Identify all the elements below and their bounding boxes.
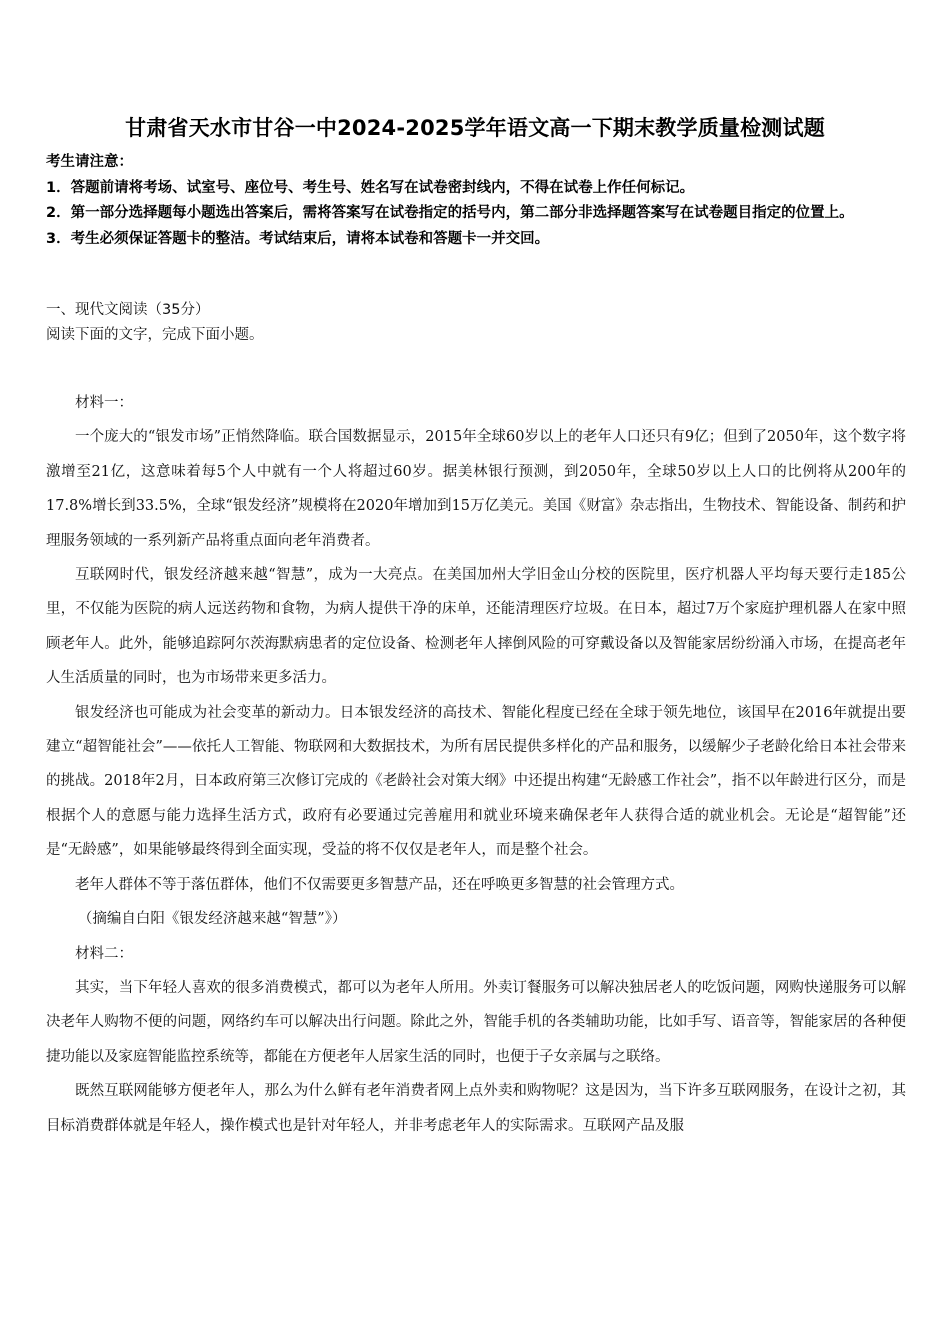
section-header	[46, 298, 906, 348]
notice-item: 2．第一部分选择题每小题选出答案后，需将答案写在试卷指定的括号内，第二部分非选择题答案写在试卷题目指定的位置上。	[46, 205, 854, 221]
notice-heading: 考生请注意：	[46, 154, 133, 170]
material-label: 材料二：	[75, 945, 133, 962]
passage-paragraph: 老年人群体不等于落伍群体，他们不仅需要更多智慧产品，还在呼唤更多智慧的社会管理方式。	[75, 876, 684, 893]
notice-item: 1．答题前请将考场、试室号、座位号、考生号、姓名写在试卷密封线内，不得在试卷上作任何标记。	[46, 179, 695, 196]
section-heading: 一、现代文阅读（35分）	[46, 302, 210, 318]
reading-passage	[46, 386, 906, 1143]
passage-paragraph: 既然互联网能够方便老年人，那么为什么鲜有老年消费者网上点外卖和购物呢？这是因为，当下许多互联网服务，在设计之初，其目标消费群体就是年轻人，操作模式也是针对年轻人，并非考虑老年人的实际需求。互联网产品及服	[46, 1083, 906, 1134]
passage-paragraph: 互联网时代，银发经济越来越“智慧”，成为一大亮点。在美国加州大学旧金山分校的医院里，医疗机器人平均每天要行走185公里，不仅能为医院的病人远送药物和食物，为病人提供干净的床单，还能清理医疗垃圾。在日本，超过7万个家庭护理机器人在家中照顾老年人。此外，能够追踪阿尔茨海默病患者的定位设备、检测老年人摔倒风险的可穿戴设备以及智能家居纷纷涌入市场，在提高老年人生活质量的同时，也为市场带来更多活力。	[46, 567, 906, 687]
material-label: 材料一：	[75, 395, 133, 411]
passage-paragraph: 其实，当下年轻人喜欢的很多消费模式，都可以为老年人所用。外卖订餐服务可以解决独居老人的吃饭问题，网购快递服务可以解决老年人购物不便的问题，网络约车可以解决出行问题。除此之外，智能手机的各类辅助功能，比如手写、语音等，智能家居的各种便捷功能以及家庭智能监控系统等，都能在方便老年人居家生活的同时，也便于子女亲属与之联络。	[46, 979, 906, 1065]
notice-item: 3．考生必须保证答题卡的整洁。考试结束后，请将本试卷和答题卡一并交回。	[46, 230, 550, 247]
notice-block	[46, 150, 906, 252]
passage-paragraph: 一个庞大的“银发市场”正悄然降临。联合国数据显示，2015年全球60岁以上的老年人口还只有9亿；但到了2050年，这个数字将激增至21亿，这意味着每5个人中就有一个人将超过60岁。据美林银行预测，到2050年，全球50岁以上人口的比例将从200年的17.8%增长到33.5%，全球“银发经济”规模将在2020年增加到15万亿美元。美国《财富》杂志指出，生物技术、智能设备、制药和护理服务领域的一系列新产品将重点面向老年消费者。	[46, 429, 906, 549]
passage-citation: （摘编自白阳《银发经济越来越“智慧”》）	[77, 911, 347, 928]
passage-paragraph: 银发经济也可能成为社会变革的新动力。日本银发经济的高技术、智能化程度已经在全球于领先地位，该国早在2016年就提出要建立“超智能社会”——依托人工智能、物联网和大数据技术，为所有居民提供多样化的产品和服务，以缓解少子老龄化给日本社会带来的挑战。2018年2月，日本政府第三次修订完成的《老龄社会对策大纲》中还提出构建“无龄感工作社会”，指不以年龄进行区分，而是根据个人的意愿与能力选择生活方式，政府有必要通过完善雇用和就业环境来确保老年人获得合适的就业机会。无论是“超智能”还是“无龄感”，如果能够最终得到全面实现，受益的将不仅仅是老年人，而是整个社会。	[46, 704, 906, 859]
page-title: 甘肃省天水市甘谷一中2024-2025学年语文高一下期末教学质量检测试题	[125, 116, 825, 140]
section-instruction: 阅读下面的文字，完成下面小题。	[46, 327, 264, 343]
